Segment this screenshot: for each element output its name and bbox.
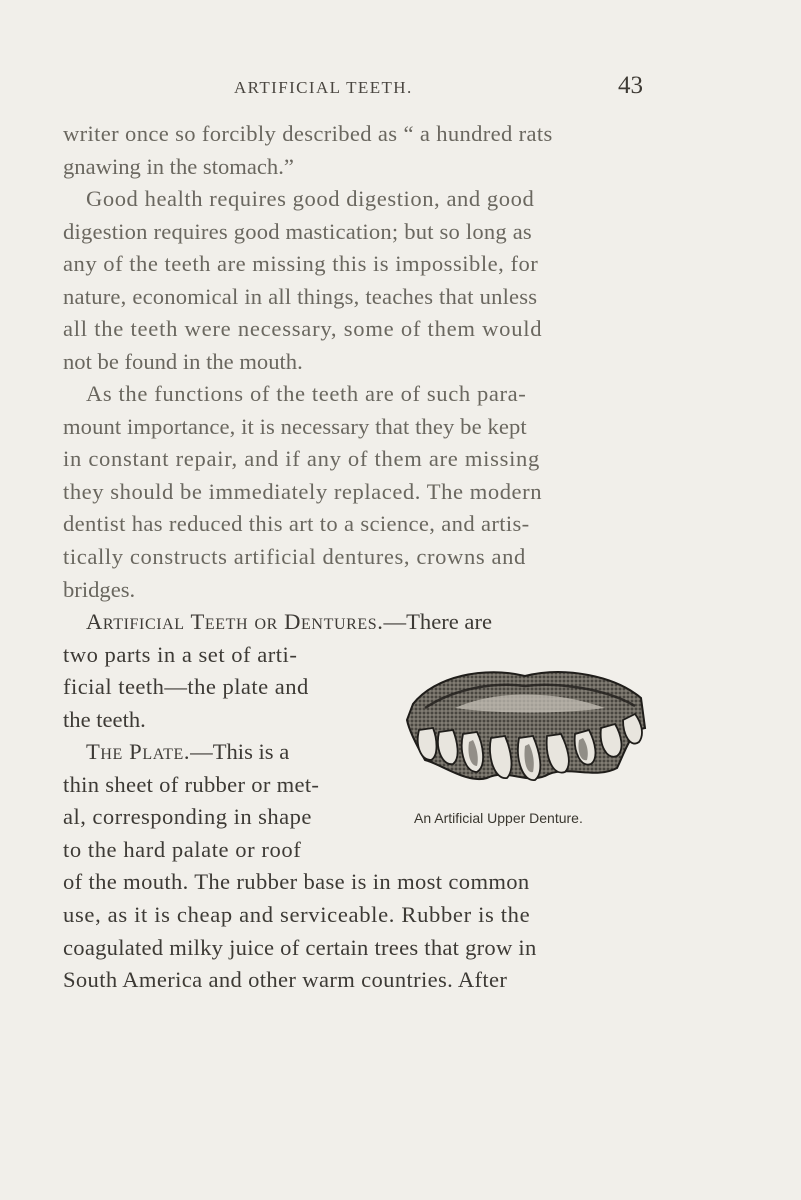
text-line: digestion requires good mastication; but so long as xyxy=(63,218,532,244)
section-heading: The Plate. xyxy=(86,739,191,764)
section-heading: Artificial Teeth or Dentures. xyxy=(86,609,384,634)
text-line: writer once so forcibly described as “ a hundred rats xyxy=(63,121,553,146)
text-line: all the teeth were necessary, some of them would xyxy=(63,316,543,342)
text-line: Good health requires good digestion, and good xyxy=(86,186,535,211)
text-line: mount importance, it is necessary that they be kept xyxy=(63,413,527,439)
continuation-text xyxy=(63,118,553,183)
text-line: nature, economical in all things, teaches that unless xyxy=(63,283,538,309)
text-line: to the hard palate or roof xyxy=(63,836,302,862)
text-line: South America and other warm countries. After xyxy=(63,967,508,993)
text-line: any of the teeth are missing this is impossible, for xyxy=(63,251,539,277)
upper-denture-image xyxy=(395,668,655,788)
text-line: dentist has reduced this art to a science, and artis- xyxy=(63,511,530,537)
text-line: al, corresponding in shape xyxy=(63,804,312,830)
text-line: gnawing in the stomach.” xyxy=(63,153,294,179)
paragraph-functions xyxy=(63,378,542,606)
text-fragment: —There are xyxy=(383,609,493,634)
text-line: in constant repair, and if any of them are missing xyxy=(63,446,541,472)
text-line: ficial teeth—the plate and xyxy=(63,674,309,700)
text-line: they should be immediately replaced. The modern xyxy=(63,478,543,504)
text-line: of the mouth. The rubber base is in most common xyxy=(63,869,530,895)
running-header xyxy=(0,72,801,112)
text-line: bridges. xyxy=(63,576,136,602)
text-fragment: —This is a xyxy=(190,739,290,764)
running-title: ARTIFICIAL TEETH. xyxy=(234,78,413,97)
figure-caption: An Artificial Upper Denture. xyxy=(414,810,583,826)
text-line: two parts in a set of arti- xyxy=(63,641,298,667)
text-line: thin sheet of rubber or met- xyxy=(63,771,320,797)
text-line: use, as it is cheap and serviceable. Rubber is the xyxy=(63,901,531,927)
denture-illustration xyxy=(395,668,655,788)
text-line xyxy=(63,606,492,639)
text-line: tically constructs artificial dentures, crowns and xyxy=(63,543,526,569)
text-line: coagulated milky juice of certain trees that grow in xyxy=(63,934,537,960)
page-number: 43 xyxy=(618,72,643,99)
text-line: the teeth. xyxy=(63,706,146,732)
text-line: not be found in the mouth. xyxy=(63,348,303,374)
text-line: As the functions of the teeth are of such para- xyxy=(86,381,527,406)
paragraph-health xyxy=(63,183,542,379)
